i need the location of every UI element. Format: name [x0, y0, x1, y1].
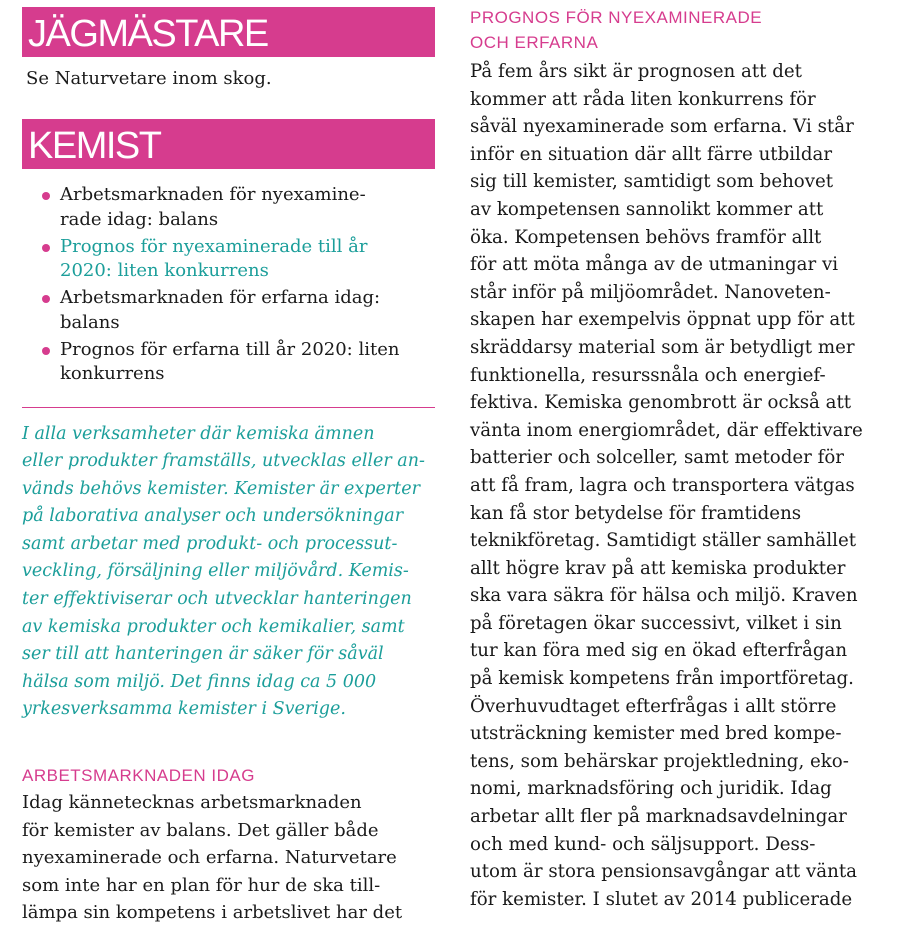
section-heading-jagmastare: JÄGMÄSTARE — [22, 7, 435, 57]
subheading-prognos: PROGNOS FÖR NYEXAMINERADE OCH ERFARNA — [470, 8, 763, 52]
list-item: Arbetsmarknaden för erfarna idag: balans — [60, 286, 435, 335]
intro-paragraph: I alla verksamheter där kemiska ämnen eller produkter framställs, utvecklas eller an- vänds behövs kemister. Kemister är experter på laborativa analyser och undersökningar samt arbetar med produkt- och processut- veckling, försäljning eller miljövård. Kemis- ter effektiviserar och utvecklar hanteringen av kemiska produkter och kemikalier, samt ser till att hanteringen är säker för såväl hälsa som miljö. Det finns idag ca 5 000 yrkesverksamma kemister i Sverige. — [22, 423, 425, 720]
body-paragraph: Idag kännetecknas arbetsmarknaden för kemister av balans. Det gäller både nyexaminerade och erfarna. Naturvetare som inte har en plan för hur de ska till- lämpa sin kompetens i arbetslivet har det — [22, 792, 403, 924]
bullet-dot-icon — [42, 295, 50, 303]
section-divider — [22, 407, 435, 408]
left-column — [22, 0, 435, 927]
section-heading-kemist: KEMIST — [22, 119, 435, 169]
list-item: Prognos för erfarna till år 2020: liten konkurrens — [60, 338, 435, 387]
right-column — [470, 0, 890, 913]
key-facts-list — [22, 183, 435, 387]
bullet-dot-icon — [42, 244, 50, 252]
bullet-dot-icon — [42, 347, 50, 355]
bullet-dot-icon — [42, 192, 50, 200]
see-also-text: Se Naturvetare inom skog. — [26, 68, 272, 89]
body-paragraph: På fem års sikt är prognosen att det kommer att råda liten konkurrens för såväl nyexaminerade som erfarna. Vi står inför en situation där allt färre utbildar sig till kemister, samtidigt som behovet av kompetensen sannolikt kommer att öka. Kompetensen behövs framför allt för att möta många av de utmaningar vi står inför på miljöområdet. Nanoveten- skapen har exempelvis öppnat upp för att skräddarsy material som är betydligt mer funktionella, resurssnåla och energief- fektiva. Kemiska genombrott är också att vänta inom energiområdet, där effektivare batterier och solceller, samt metoder för att få fram, lagra och transportera vätgas kan få stor betydelse för framtidens teknikföretag. Samtidigt ställer samhället allt högre krav på att kemiska produkter ska vara säkra för hälsa och miljö. Kraven på företagen ökar successivt, vilket i sin tur kan föra med sig en ökad efterfrågan på kemisk kompetens från importföretag. Överhuvudtaget efterfrågas i allt större utsträckning kemister med bred kompe- tens, som behärskar projektledning, eko- nomi, marknadsföring och juridik. Idag arbetar allt fler på marknadsavdelningar och med kund- och säljsupport. Dess- utom är stora pensionsavgångar att vänta för kemister. I slutet av 2014 publicerade — [470, 61, 863, 910]
list-item: Prognos för nyexaminerade till år 2020: liten konkurrens — [60, 235, 435, 284]
subheading-arbetsmarknaden: ARBETSMARKNADEN IDAG — [22, 766, 255, 786]
list-item: Arbetsmarknaden för nyexamine- rade idag: balans — [60, 183, 435, 232]
